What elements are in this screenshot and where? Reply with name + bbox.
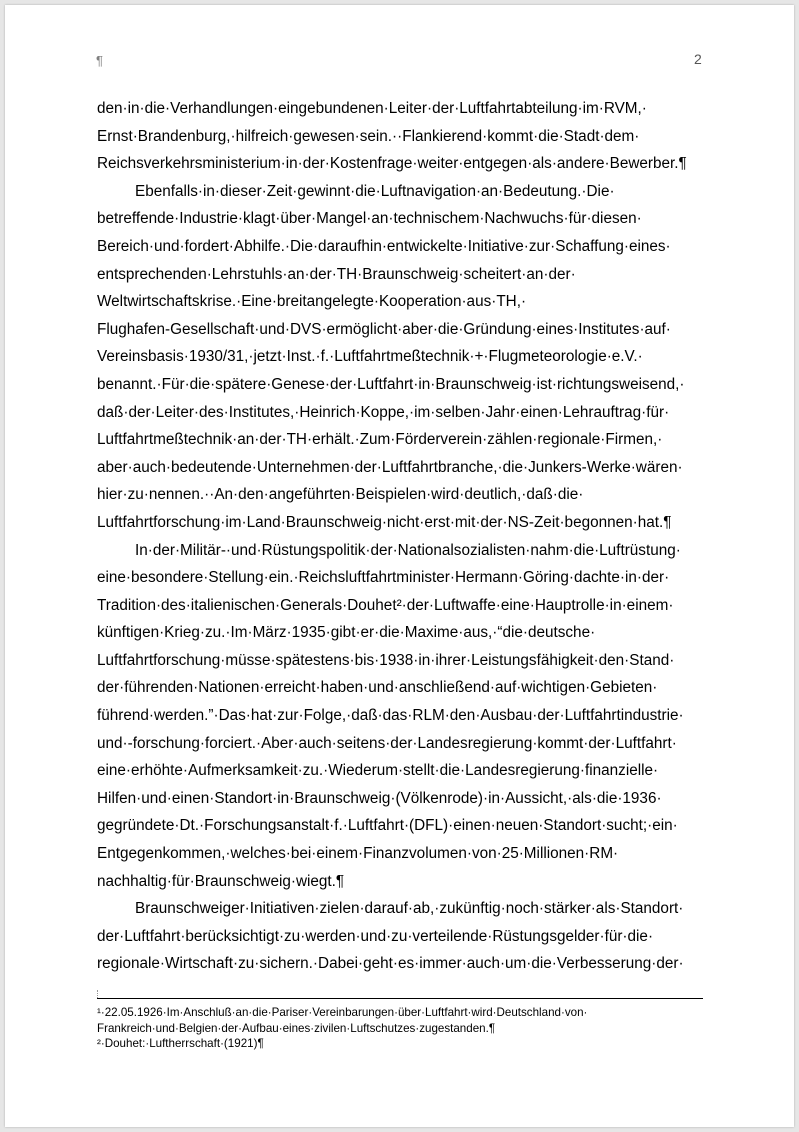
text-line: nachhaltig·für·Braunschweig·wiegt.¶ bbox=[97, 872, 345, 890]
text-line: eine·besondere·Stellung·ein.·Reichsluftfahrtminister·Hermann·Göring·dachte·in·der· bbox=[97, 569, 670, 587]
text-line: Bereich·und·fordert·Abhilfe.·Die·daraufhin·entwickelte·Initiative·zur·Schaffung·eines· bbox=[97, 237, 671, 255]
text-line: Hilfen·und·einen·Standort·in·Braunschweig·(Völkenrode)·in·Aussicht,·als·die·1936· bbox=[97, 789, 662, 807]
footnote-separator bbox=[97, 998, 703, 999]
footnote-line: Frankreich·und·Belgien·der·Aufbau·eines·zivilen·Luftschutzes·zugestanden.¶ bbox=[97, 1021, 496, 1035]
text-line: und·-forschung·forciert.·Aber·auch·seitens·der·Landesregierung·kommt·der·Luftfahrt· bbox=[97, 734, 677, 752]
body-text[interactable] bbox=[97, 95, 717, 978]
text-line: Weltwirtschaftskrise.·Eine·breitangelegte·Kooperation·aus·TH,· bbox=[97, 293, 527, 311]
header-paragraph-mark: ¶ bbox=[96, 53, 103, 68]
text-line: hier·zu·nennen.··An·den·angeführten·Beispielen·wird·deutlich,·daß·die· bbox=[97, 486, 584, 504]
text-line: Tradition·des·italienischen·Generals·Douhet²·der·Luftwaffe·eine·Hauptrolle·in·einem· bbox=[97, 596, 674, 614]
footnote-line: ¹·22.05.1926·Im·Anschluß·an·die·Pariser·Vereinbarungen·über·Luftfahrt·wird·Deutschland·von· bbox=[97, 1006, 588, 1019]
text-line: den·in·die·Verhandlungen·eingebundenen·Leiter·der·Luftfahrtabteilung·im·RVM,· bbox=[97, 100, 647, 117]
text-line: eine·erhöhte·Aufmerksamkeit·zu.·Wiederum·stellt·die·Landesregierung·finanzielle· bbox=[97, 762, 659, 780]
footnote-anchor-marker bbox=[97, 990, 99, 998]
text-line: künftigen·Krieg·zu.·Im·März·1935·gibt·er·die·Maxime·aus,·“die·deutsche· bbox=[97, 624, 596, 642]
text-line: der·Luftfahrt·berücksichtigt·zu·werden·und·zu·verteilende·Rüstungsgelder·für·die· bbox=[97, 927, 654, 945]
text-line: Luftfahrtforschung·müsse·spätestens·bis·1938·in·ihrer·Leistungsfähigkeit·den·Stand· bbox=[97, 651, 675, 669]
footnote-line: ²·Douhet:·Luftherrschaft·(1921)¶ bbox=[97, 1037, 264, 1051]
footnotes[interactable] bbox=[97, 1005, 717, 1052]
text-line: Vereinsbasis·1930/31,·jetzt·Inst.·f.·Luftfahrtmeßtechnik·+·Flugmeteorologie·e.V.· bbox=[97, 348, 643, 366]
text-line: regionale·Wirtschaft·zu·sichern.·Dabei·geht·es·immer·auch·um·die·Verbesserung·der· bbox=[97, 955, 684, 973]
text-line: der·führenden·Nationen·erreicht·haben·und·anschließend·auf·wichtigen·Gebieten· bbox=[97, 679, 658, 697]
text-line: Ebenfalls·in·dieser·Zeit·gewinnt·die·Luftnavigation·an·Bedeutung.·Die· bbox=[135, 182, 615, 200]
text-line: Luftfahrtforschung·im·Land·Braunschweig·nicht·erst·mit·der·NS-Zeit·begonnen·hat.¶ bbox=[97, 513, 672, 531]
text-line: Luftfahrtmeßtechnik·an·der·TH·erhält.·Zum·Förderverein·zählen·regionale·Firmen,· bbox=[97, 431, 663, 449]
text-line: daß·der·Leiter·des·Institutes,·Heinrich·Koppe,·im·selben·Jahr·einen·Lehrauftrag·für· bbox=[97, 403, 670, 421]
text-line: Reichsverkehrsministerium·in·der·Kostenfrage·weiter·entgegen·als·andere·Bewerber.¶ bbox=[97, 155, 687, 173]
text-line: Ernst·Brandenburg,·hilfreich·gewesen·sein.··Flankierend·kommt·die·Stadt·dem· bbox=[97, 127, 640, 145]
text-line: In·der·Militär-·und·Rüstungspolitik·der·Nationalsozialisten·nahm·die·Luftrüstung· bbox=[135, 541, 681, 559]
text-line: betreffende·Industrie·klagt·über·Mangel·an·technischem·Nachwuchs·für·diesen· bbox=[97, 210, 642, 228]
text-line: aber·auch·bedeutende·Unternehmen·der·Luftfahrtbranche,·die·Junkers-Werke·wären· bbox=[97, 458, 683, 476]
text-line: Braunschweiger·Initiativen·zielen·darauf·ab,·zukünftig·noch·stärker·als·Standort· bbox=[135, 900, 684, 918]
page-number: 2 bbox=[694, 51, 702, 67]
text-line: Flughafen-Gesellschaft·und·DVS·ermöglicht·aber·die·Gründung·eines·Institutes·auf· bbox=[97, 320, 671, 338]
text-line: führend·werden.”·Das·hat·zur·Folge,·daß·das·RLM·den·Ausbau·der·Luftfahrtindustrie· bbox=[97, 707, 684, 725]
text-line: entsprechenden·Lehrstuhls·an·der·TH·Braunschweig·scheitert·an·der· bbox=[97, 265, 576, 283]
text-line: Entgegenkommen,·welches·bei·einem·Finanzvolumen·von·25·Millionen·RM· bbox=[97, 845, 619, 863]
text-line: gegründete·Dt.·Forschungsanstalt·f.·Luftfahrt·(DFL)·einen·neuen·Standort·sucht;·ein· bbox=[97, 817, 678, 835]
document-page bbox=[5, 5, 794, 1127]
text-line: benannt.·Für·die·spätere·Genese·der·Luftfahrt·in·Braunschweig·ist·richtungsweisend,· bbox=[97, 375, 685, 393]
